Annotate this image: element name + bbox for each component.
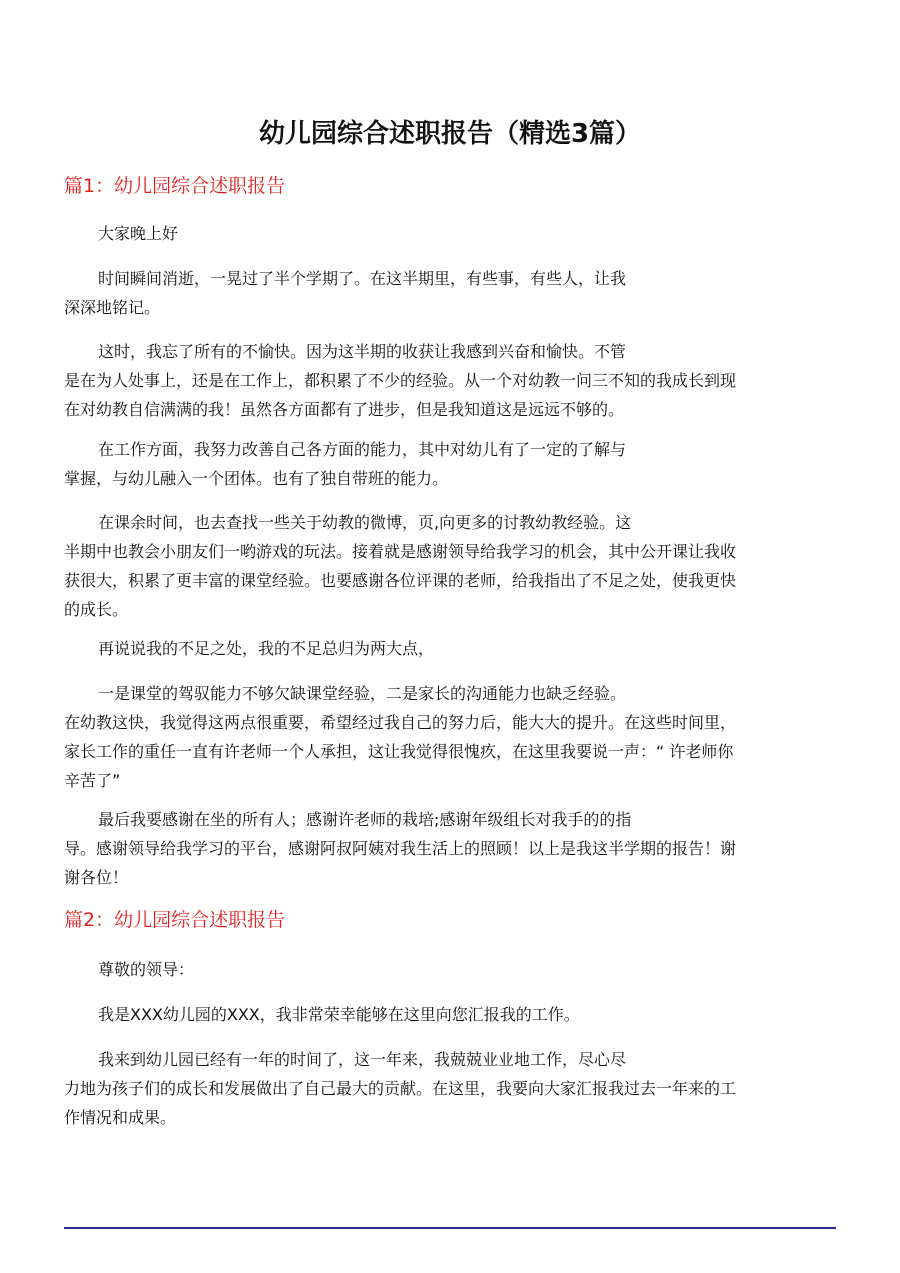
paragraph-line: 作情况和成果。	[64, 1108, 177, 1127]
section-2-heading: 篇2：幼儿园综合述职报告	[64, 909, 286, 931]
paragraph-line: 这时，我忘了所有的不愉快。因为这半期的收获让我感到兴奋和愉快。不管	[98, 342, 627, 361]
paragraph-line: 掌握，与幼儿融入一个团体。也有了独自带班的能力。	[64, 469, 449, 488]
paragraph-line: 力地为孩子们的成长和发展做出了自己最大的贡献。在这里，我要向大家汇报我过去一年来的工	[64, 1079, 737, 1098]
paragraph-line: 在课余时间，也去查找一些关于幼教的微博，页,向更多的讨教幼教经验。这	[98, 513, 632, 532]
section-1-paragraph-8	[64, 805, 840, 892]
section-1-heading: 篇1：幼儿园综合述职报告	[64, 175, 286, 197]
section-1-paragraph-3	[64, 337, 840, 424]
paragraph-line: 在对幼教自信满满的我！虽然各方面都有了进步，但是我知道这是远远不够的。	[64, 400, 625, 419]
footer-divider	[64, 1227, 836, 1229]
paragraph-line: 最后我要感谢在坐的所有人；感谢许老师的栽培;感谢年级组长对我手的的指	[98, 810, 632, 829]
paragraph-line: 辛苦了”	[64, 771, 121, 790]
paragraph-line: 我来到幼儿园已经有一年的时间了，这一年来，我兢兢业业地工作，尽心尽	[98, 1050, 627, 1069]
paragraph-line: 我是XXX幼儿园的XXX，我非常荣幸能够在这里向您汇报我的工作。	[98, 1005, 580, 1024]
paragraph-line: 家长工作的重任一直有许老师一个人承担，这让我觉得很愧疚，在这里我要说一声：“ 许老师你	[64, 742, 734, 761]
paragraph-line: 一是课堂的驾驭能力不够欠缺课堂经验，二是家长的沟通能力也缺乏经验。	[98, 684, 627, 703]
section-1-paragraph-2	[64, 264, 840, 322]
section-2-paragraph-1	[64, 955, 840, 984]
section-2-paragraph-3	[64, 1045, 840, 1132]
paragraph-line: 尊敬的领导：	[98, 960, 195, 979]
paragraph-line: 再说说我的不足之处，我的不足总归为两大点，	[98, 639, 435, 658]
document-title: 幼儿园综合述职报告（精选3篇）	[258, 119, 642, 149]
paragraph-line: 的成长。	[64, 600, 129, 619]
paragraph-line: 在幼教这快，我觉得这两点很重要，希望经过我自己的努力后，能大大的提升。在这些时间里，	[64, 713, 737, 732]
paragraph-line: 大家晚上好	[98, 224, 179, 243]
paragraph-line: 谢各位！	[64, 868, 129, 887]
section-1-paragraph-4	[64, 435, 840, 493]
paragraph-line: 时间瞬间消逝，一晃过了半个学期了。在这半期里，有些事，有些人，让我	[98, 269, 627, 288]
section-2-paragraph-2	[64, 1000, 840, 1029]
paragraph-line: 获很大，积累了更丰富的课堂经验。也要感谢各位评课的老师，给我指出了不足之处，使我更快	[64, 571, 737, 590]
paragraph-line: 深深地铭记。	[64, 298, 161, 317]
paragraph-line: 导。感谢领导给我学习的平台，感谢阿叔阿姨对我生活上的照顾！以上是我这半学期的报告！谢	[64, 839, 737, 858]
section-1-paragraph-5	[64, 508, 840, 624]
paragraph-line: 半期中也教会小朋友们一哟游戏的玩法。接着就是感谢领导给我学习的机会，其中公开课让我收	[64, 542, 737, 561]
section-1-paragraph-1	[64, 219, 840, 248]
section-1-paragraph-6	[64, 634, 840, 663]
paragraph-line: 是在为人处事上，还是在工作上，都积累了不少的经验。从一个对幼教一问三不知的我成长到现	[64, 371, 737, 390]
paragraph-line: 在工作方面，我努力改善自己各方面的能力，其中对幼儿有了一定的了解与	[98, 440, 627, 459]
section-1-paragraph-7	[64, 679, 840, 795]
